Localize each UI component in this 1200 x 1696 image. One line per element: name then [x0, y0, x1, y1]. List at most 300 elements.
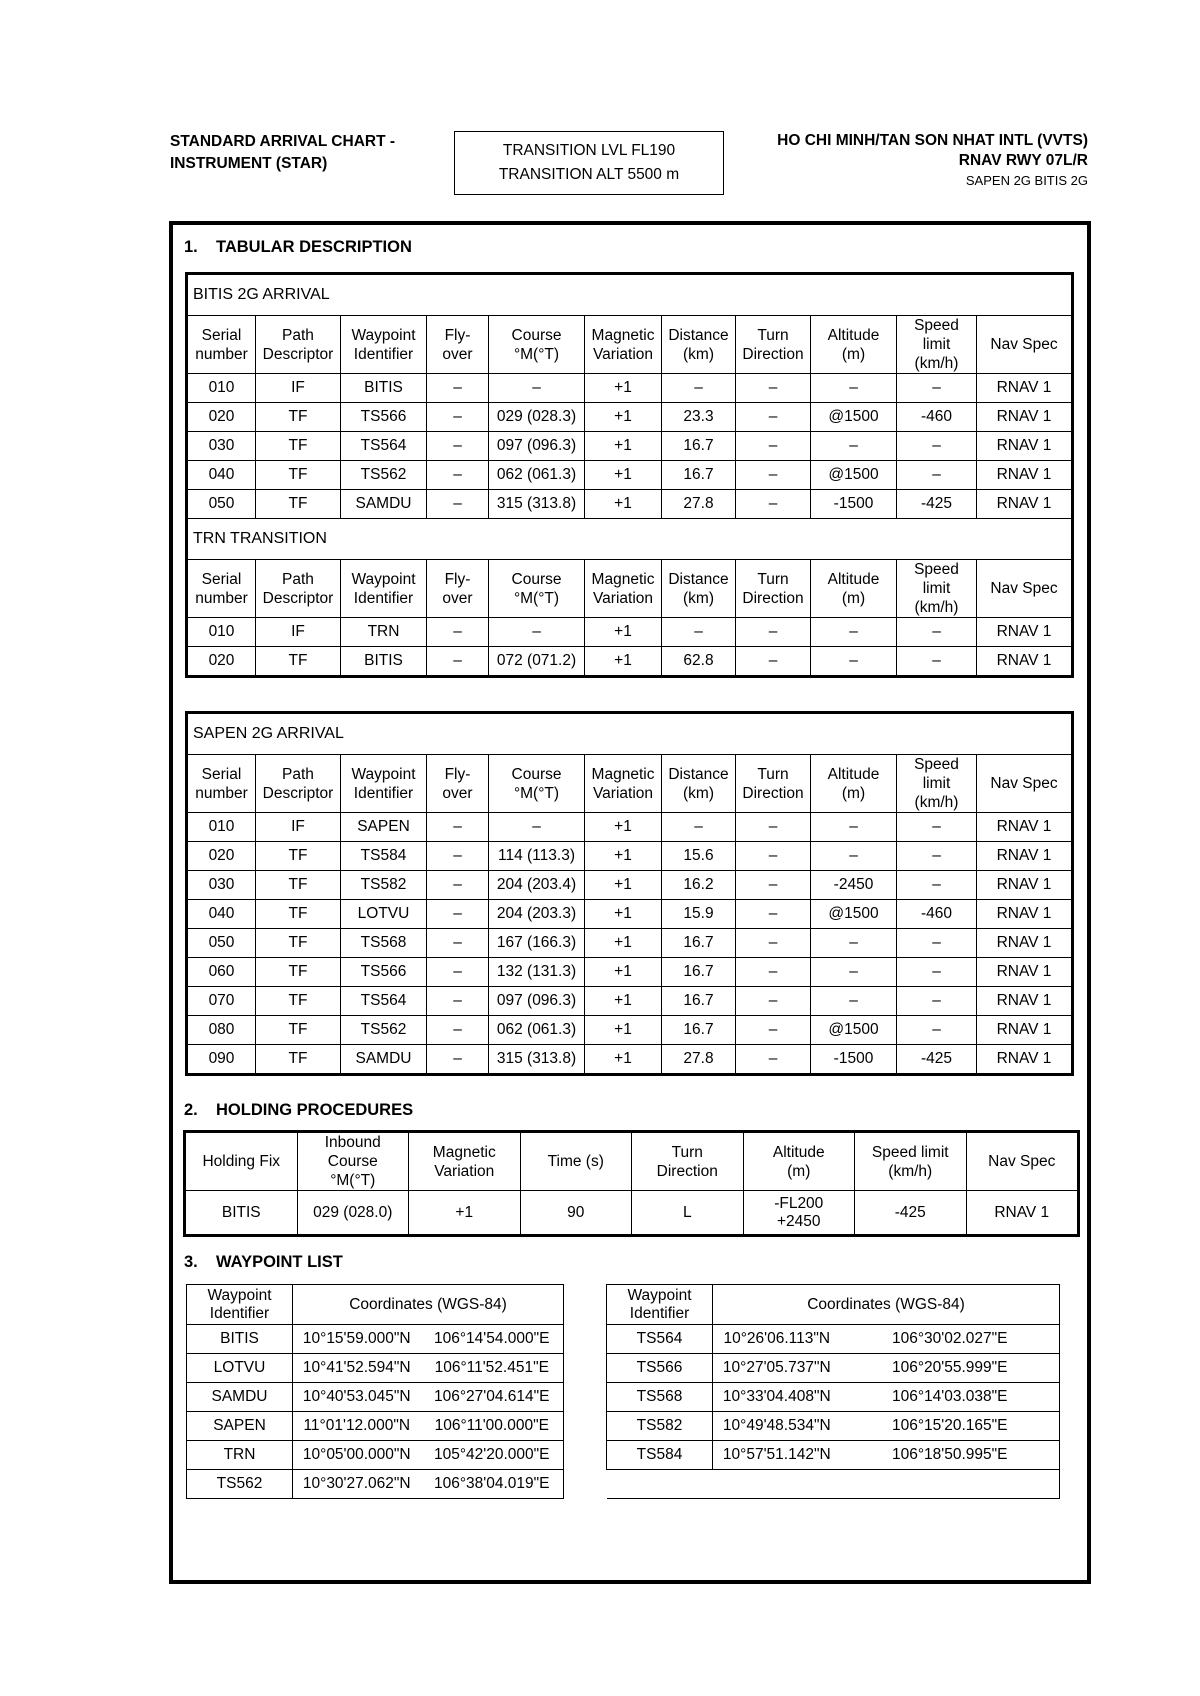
table-cell: –: [811, 958, 897, 987]
longitude: 106°20'55.999"E: [841, 1354, 1060, 1383]
column-header: [186, 1133, 298, 1191]
table-cell: –: [811, 432, 897, 461]
cell-line: over: [442, 345, 473, 363]
table-cell: 16.7: [662, 929, 736, 958]
table-cell: –: [736, 1045, 811, 1074]
column-header: [897, 316, 977, 374]
column-header: [256, 755, 341, 813]
cell-line: Direction: [742, 345, 804, 363]
table-row: [188, 618, 1072, 647]
table-cell: –: [736, 842, 811, 871]
table-row: [188, 871, 1072, 900]
cell-line: limit: [922, 775, 951, 792]
column-header: [736, 560, 811, 618]
cell-line: +1: [455, 1203, 474, 1221]
column-header: [977, 560, 1072, 618]
cell-line: Direction: [742, 784, 804, 802]
table-cell: 050: [188, 490, 256, 519]
sapen-table: [185, 711, 1074, 1076]
table-cell: IF: [256, 813, 341, 842]
table-cell: 080: [188, 1016, 256, 1045]
column-header: [341, 755, 427, 813]
waypoint-header-row: [187, 1285, 1060, 1325]
latitude: 10°26'06.113"N: [713, 1325, 841, 1354]
cell-line: Identifier: [353, 589, 414, 607]
table-cell: RNAV 1: [977, 1016, 1072, 1045]
table-cell: –: [811, 929, 897, 958]
table-cell: TRN: [341, 618, 427, 647]
cell-line: (m): [841, 784, 866, 802]
table-cell: 070: [188, 987, 256, 1016]
table-cell: [855, 1191, 967, 1235]
cell-line: Fly-: [444, 765, 471, 783]
column-header: [897, 560, 977, 618]
table-cell: +1: [585, 403, 662, 432]
column-header: [977, 316, 1072, 374]
chart-type-title: [170, 131, 395, 175]
table-cell: RNAV 1: [977, 374, 1072, 403]
column-header: [662, 755, 736, 813]
column-header: [736, 755, 811, 813]
right-waypoint-id-header: [607, 1285, 713, 1325]
waypoint-id: LOTVU: [187, 1354, 293, 1383]
holding-row: [186, 1191, 1078, 1235]
column-gap: [564, 1470, 607, 1499]
transition-altitude: TRANSITION ALT 5500 m: [498, 166, 680, 183]
table-cell: 16.7: [662, 958, 736, 987]
cell-line: Inbound: [324, 1134, 381, 1151]
cell-line: Course: [327, 1153, 378, 1170]
cell-line: Serial: [201, 570, 242, 588]
table-cell: –: [897, 929, 977, 958]
table-cell: [743, 1191, 855, 1235]
table-cell: –: [427, 618, 489, 647]
cell-line: Speed: [914, 561, 959, 578]
table-cell: 167 (166.3): [489, 929, 585, 958]
cell-line: (m): [841, 589, 866, 607]
cell-line: limit: [922, 580, 951, 597]
table-cell: TF: [256, 432, 341, 461]
table-cell: –: [736, 647, 811, 676]
column-header: [409, 1133, 521, 1191]
column-gap: [564, 1441, 607, 1470]
table-cell: –: [427, 842, 489, 871]
cell-line: Altitude: [827, 765, 880, 783]
column-header: [585, 316, 662, 374]
cell-line: over: [442, 784, 473, 802]
waypoint-id: TS584: [607, 1441, 713, 1470]
column-header: [256, 316, 341, 374]
cell-line: Nav Spec: [990, 580, 1058, 597]
trn-caption: TRN TRANSITION: [188, 519, 1072, 560]
table-cell: +1: [585, 842, 662, 871]
table-cell: -425: [897, 1045, 977, 1074]
longitude: 106°14'03.038"E: [841, 1383, 1060, 1412]
table-cell: –: [736, 618, 811, 647]
cell-line: Path: [282, 326, 314, 344]
longitude: 106°18'50.995"E: [841, 1441, 1060, 1470]
table-cell: 020: [188, 647, 256, 676]
sapen-caption: SAPEN 2G ARRIVAL: [188, 714, 1072, 755]
column-header: [427, 560, 489, 618]
table-cell: –: [427, 374, 489, 403]
column-header: [966, 1133, 1078, 1191]
cell-line: Identifier: [353, 345, 414, 363]
cell-line: BITIS: [221, 1203, 261, 1221]
cell-line: RNAV 1: [994, 1203, 1050, 1221]
table-cell: 62.8: [662, 647, 736, 676]
cell-line: Magnetic: [591, 570, 655, 588]
table-cell: RNAV 1: [977, 842, 1072, 871]
cell-line: (km): [683, 784, 714, 802]
table-cell: TS562: [341, 461, 427, 490]
longitude: 106°30'02.027"E: [841, 1325, 1060, 1354]
table-cell: [632, 1191, 744, 1235]
table-cell: –: [897, 958, 977, 987]
table-cell: –: [736, 900, 811, 929]
chart-type-line1: STANDARD ARRIVAL CHART -: [170, 133, 396, 150]
cell-line: Course: [511, 570, 562, 588]
column-header: [585, 755, 662, 813]
cell-line: -FL200: [774, 1194, 824, 1212]
table-cell: @1500: [811, 1016, 897, 1045]
latitude: [713, 1470, 841, 1499]
cell-line: 90: [567, 1203, 585, 1221]
cell-line: -425: [894, 1203, 926, 1221]
cell-line: (km/h): [914, 355, 959, 372]
waypoint-id: BITIS: [187, 1325, 293, 1354]
cell-line: Time (s): [547, 1153, 604, 1170]
table-cell: 16.7: [662, 987, 736, 1016]
cell-line: L: [682, 1203, 692, 1221]
table-cell: 16.7: [662, 1016, 736, 1045]
table-cell: –: [427, 647, 489, 676]
waypoint-row: [187, 1412, 1060, 1441]
cell-line: Magnetic: [591, 326, 655, 344]
table-cell: –: [427, 929, 489, 958]
table-cell: 062 (061.3): [489, 461, 585, 490]
table-cell: RNAV 1: [977, 461, 1072, 490]
bitis-header-row: [188, 316, 1072, 374]
cell-line: (m): [787, 1162, 811, 1180]
table-cell: –: [427, 958, 489, 987]
cell-line: Variation: [592, 345, 654, 363]
cell-line: Nav Spec: [990, 775, 1058, 792]
table-cell: –: [897, 987, 977, 1016]
chart-type-line2: INSTRUMENT (STAR): [170, 155, 328, 172]
table-cell: –: [736, 490, 811, 519]
cell-line: Distance: [668, 326, 729, 344]
holding-header-row: [186, 1133, 1078, 1191]
table-cell: 204 (203.3): [489, 900, 585, 929]
table-cell: IF: [256, 618, 341, 647]
table-cell: RNAV 1: [977, 432, 1072, 461]
column-gap: [564, 1285, 607, 1325]
waypoint-id: TS562: [187, 1470, 293, 1499]
table-cell: TF: [256, 490, 341, 519]
waypoint-row: [187, 1470, 1060, 1499]
table-cell: –: [427, 461, 489, 490]
table-cell: 010: [188, 813, 256, 842]
table-cell: TF: [256, 871, 341, 900]
table-cell: 090: [188, 1045, 256, 1074]
table-cell: RNAV 1: [977, 987, 1072, 1016]
table-cell: TF: [256, 461, 341, 490]
section-1-label: TABULAR DESCRIPTION: [216, 238, 412, 256]
cell-line: Identifier: [353, 784, 414, 802]
table-cell: 23.3: [662, 403, 736, 432]
table-cell: +1: [585, 1016, 662, 1045]
table-cell: TF: [256, 842, 341, 871]
cell-line: number: [195, 345, 248, 363]
left-waypoint-id-header: [187, 1285, 293, 1325]
cell-line: Speed: [914, 756, 959, 773]
cell-line: Identifier: [629, 1304, 690, 1322]
table-cell: –: [427, 490, 489, 519]
cell-line: (km): [683, 589, 714, 607]
section-3-label: WAYPOINT LIST: [216, 1253, 343, 1271]
table-cell: 16.7: [662, 461, 736, 490]
cell-line: Waypoint: [351, 326, 416, 344]
waypoint-id: TS582: [607, 1412, 713, 1441]
table-cell: BITIS: [341, 374, 427, 403]
cell-line: +2450: [776, 1212, 821, 1230]
column-header: [897, 755, 977, 813]
table-cell: –: [897, 1016, 977, 1045]
table-cell: +1: [585, 987, 662, 1016]
table-cell: @1500: [811, 403, 897, 432]
table-cell: TF: [256, 403, 341, 432]
transition-box: [454, 131, 724, 195]
section-3-number: 3.: [184, 1253, 198, 1271]
table-cell: TS568: [341, 929, 427, 958]
cell-line: °M(°T): [513, 784, 560, 802]
cell-line: Speed limit: [871, 1143, 949, 1161]
table-cell: TF: [256, 1045, 341, 1074]
longitude: 106°11'52.451"E: [421, 1354, 564, 1383]
holding-table: [183, 1130, 1080, 1237]
cell-line: over: [442, 589, 473, 607]
latitude: 10°33'04.408"N: [713, 1383, 841, 1412]
table-cell: [186, 1191, 298, 1235]
cell-line: Serial: [201, 326, 242, 344]
table-cell: RNAV 1: [977, 813, 1072, 842]
table-cell: +1: [585, 374, 662, 403]
cell-line: °M(°T): [513, 345, 560, 363]
table-cell: -1500: [811, 1045, 897, 1074]
table-cell: RNAV 1: [977, 871, 1072, 900]
section-3-title: [184, 1253, 343, 1272]
table-cell: –: [427, 403, 489, 432]
table-cell: 204 (203.4): [489, 871, 585, 900]
table-cell: [297, 1191, 409, 1235]
table-cell: 16.7: [662, 432, 736, 461]
table-cell: –: [736, 871, 811, 900]
table-row: [188, 1016, 1072, 1045]
longitude: 105°42'20.000"E: [421, 1441, 564, 1470]
table-cell: +1: [585, 432, 662, 461]
table-cell: –: [736, 374, 811, 403]
column-header: [489, 316, 585, 374]
table-cell: 029 (028.3): [489, 403, 585, 432]
table-cell: –: [662, 374, 736, 403]
table-cell: 020: [188, 842, 256, 871]
table-cell: 030: [188, 871, 256, 900]
left-coordinates-header: Coordinates (WGS-84): [293, 1285, 564, 1325]
cell-line: Waypoint: [207, 1286, 272, 1304]
table-cell: TS566: [341, 958, 427, 987]
table-cell: [409, 1191, 521, 1235]
cell-line: Direction: [742, 589, 804, 607]
table-cell: 062 (061.3): [489, 1016, 585, 1045]
table-cell: -460: [897, 900, 977, 929]
table-cell: –: [811, 813, 897, 842]
table-cell: [520, 1191, 632, 1235]
table-cell: TF: [256, 987, 341, 1016]
table-cell: 050: [188, 929, 256, 958]
table-cell: +1: [585, 958, 662, 987]
cell-line: Identifier: [209, 1304, 270, 1322]
table-cell: TS584: [341, 842, 427, 871]
table-cell: 010: [188, 618, 256, 647]
column-header: [662, 560, 736, 618]
cell-line: Course: [511, 765, 562, 783]
table-cell: 132 (131.3): [489, 958, 585, 987]
section-1-title: [184, 238, 412, 257]
cell-line: Nav Spec: [990, 336, 1058, 353]
sapen-caption-row: [188, 714, 1072, 755]
bitis-trn-table: [185, 272, 1074, 678]
longitude: 106°14'54.000"E: [421, 1325, 564, 1354]
column-header: [811, 755, 897, 813]
table-cell: –: [736, 958, 811, 987]
section-2-number: 2.: [184, 1101, 198, 1119]
longitude: 106°11'00.000"E: [421, 1412, 564, 1441]
column-header: [585, 560, 662, 618]
section-2-title: [184, 1101, 413, 1120]
waypoint-id: TRN: [187, 1441, 293, 1470]
cell-line: Path: [282, 570, 314, 588]
cell-line: Speed: [914, 317, 959, 334]
table-cell: 097 (096.3): [489, 432, 585, 461]
cell-line: Turn: [757, 765, 789, 783]
column-header: [188, 316, 256, 374]
table-cell: –: [897, 618, 977, 647]
column-header: [297, 1133, 409, 1191]
latitude: 10°15'59.000"N: [293, 1325, 421, 1354]
column-header: [188, 755, 256, 813]
table-cell: +1: [585, 461, 662, 490]
cell-line: Course: [511, 326, 562, 344]
latitude: 10°41'52.594"N: [293, 1354, 421, 1383]
table-cell: –: [736, 987, 811, 1016]
table-row: [188, 929, 1072, 958]
table-cell: 010: [188, 374, 256, 403]
table-cell: –: [736, 813, 811, 842]
table-cell: -1500: [811, 490, 897, 519]
table-row: [188, 374, 1072, 403]
cell-line: Altitude: [772, 1143, 825, 1161]
cell-line: Turn: [671, 1143, 703, 1161]
waypoint-row: [187, 1441, 1060, 1470]
table-cell: –: [897, 461, 977, 490]
table-cell: TS566: [341, 403, 427, 432]
column-header: [427, 755, 489, 813]
table-cell: 15.6: [662, 842, 736, 871]
table-cell: SAMDU: [341, 1045, 427, 1074]
cell-line: (km/h): [914, 599, 959, 616]
cell-line: Nav Spec: [988, 1153, 1056, 1170]
column-header: [427, 316, 489, 374]
cell-line: Serial: [201, 765, 242, 783]
column-gap: [564, 1325, 607, 1354]
cell-line: Descriptor: [262, 345, 334, 363]
table-cell: RNAV 1: [977, 647, 1072, 676]
column-header: [662, 316, 736, 374]
table-cell: +1: [585, 871, 662, 900]
table-row: [188, 647, 1072, 676]
column-header: [736, 316, 811, 374]
table-row: [188, 432, 1072, 461]
longitude: [841, 1470, 1060, 1499]
transition-level: TRANSITION LVL FL190: [502, 142, 676, 159]
cell-line: Path: [282, 765, 314, 783]
latitude: 10°27'05.737"N: [713, 1354, 841, 1383]
latitude: 10°40'53.045"N: [293, 1383, 421, 1412]
table-cell: –: [427, 871, 489, 900]
column-header: [743, 1133, 855, 1191]
table-cell: TF: [256, 929, 341, 958]
longitude: 106°38'04.019"E: [421, 1470, 564, 1499]
table-cell: TF: [256, 900, 341, 929]
column-header: [188, 560, 256, 618]
table-cell: RNAV 1: [977, 403, 1072, 432]
table-cell: 072 (071.2): [489, 647, 585, 676]
table-cell: –: [736, 403, 811, 432]
section-2-label: HOLDING PROCEDURES: [216, 1101, 414, 1119]
table-cell: RNAV 1: [977, 1045, 1072, 1074]
table-row: [188, 987, 1072, 1016]
cell-line: Turn: [757, 326, 789, 344]
cell-line: number: [195, 784, 248, 802]
cell-line: Waypoint: [351, 765, 416, 783]
latitude: 10°30'27.062"N: [293, 1470, 421, 1499]
table-cell: –: [489, 374, 585, 403]
table-row: [188, 403, 1072, 432]
table-cell: IF: [256, 374, 341, 403]
table-cell: –: [427, 1016, 489, 1045]
waypoint-id: TS564: [607, 1325, 713, 1354]
table-row: [188, 461, 1072, 490]
table-cell: TS564: [341, 987, 427, 1016]
table-cell: –: [662, 618, 736, 647]
table-cell: @1500: [811, 461, 897, 490]
table-cell: –: [427, 1045, 489, 1074]
cell-line: Variation: [434, 1162, 495, 1180]
table-row: [188, 842, 1072, 871]
table-cell: -460: [897, 403, 977, 432]
airport-title: [777, 131, 1088, 191]
table-cell: –: [489, 813, 585, 842]
column-header: [977, 755, 1072, 813]
table-cell: –: [811, 987, 897, 1016]
column-header: [855, 1133, 967, 1191]
table-cell: TS582: [341, 871, 427, 900]
table-cell: 315 (313.8): [489, 1045, 585, 1074]
table-cell: –: [489, 618, 585, 647]
waypoint-table: [186, 1284, 1060, 1499]
latitude: 10°49'48.534"N: [713, 1412, 841, 1441]
